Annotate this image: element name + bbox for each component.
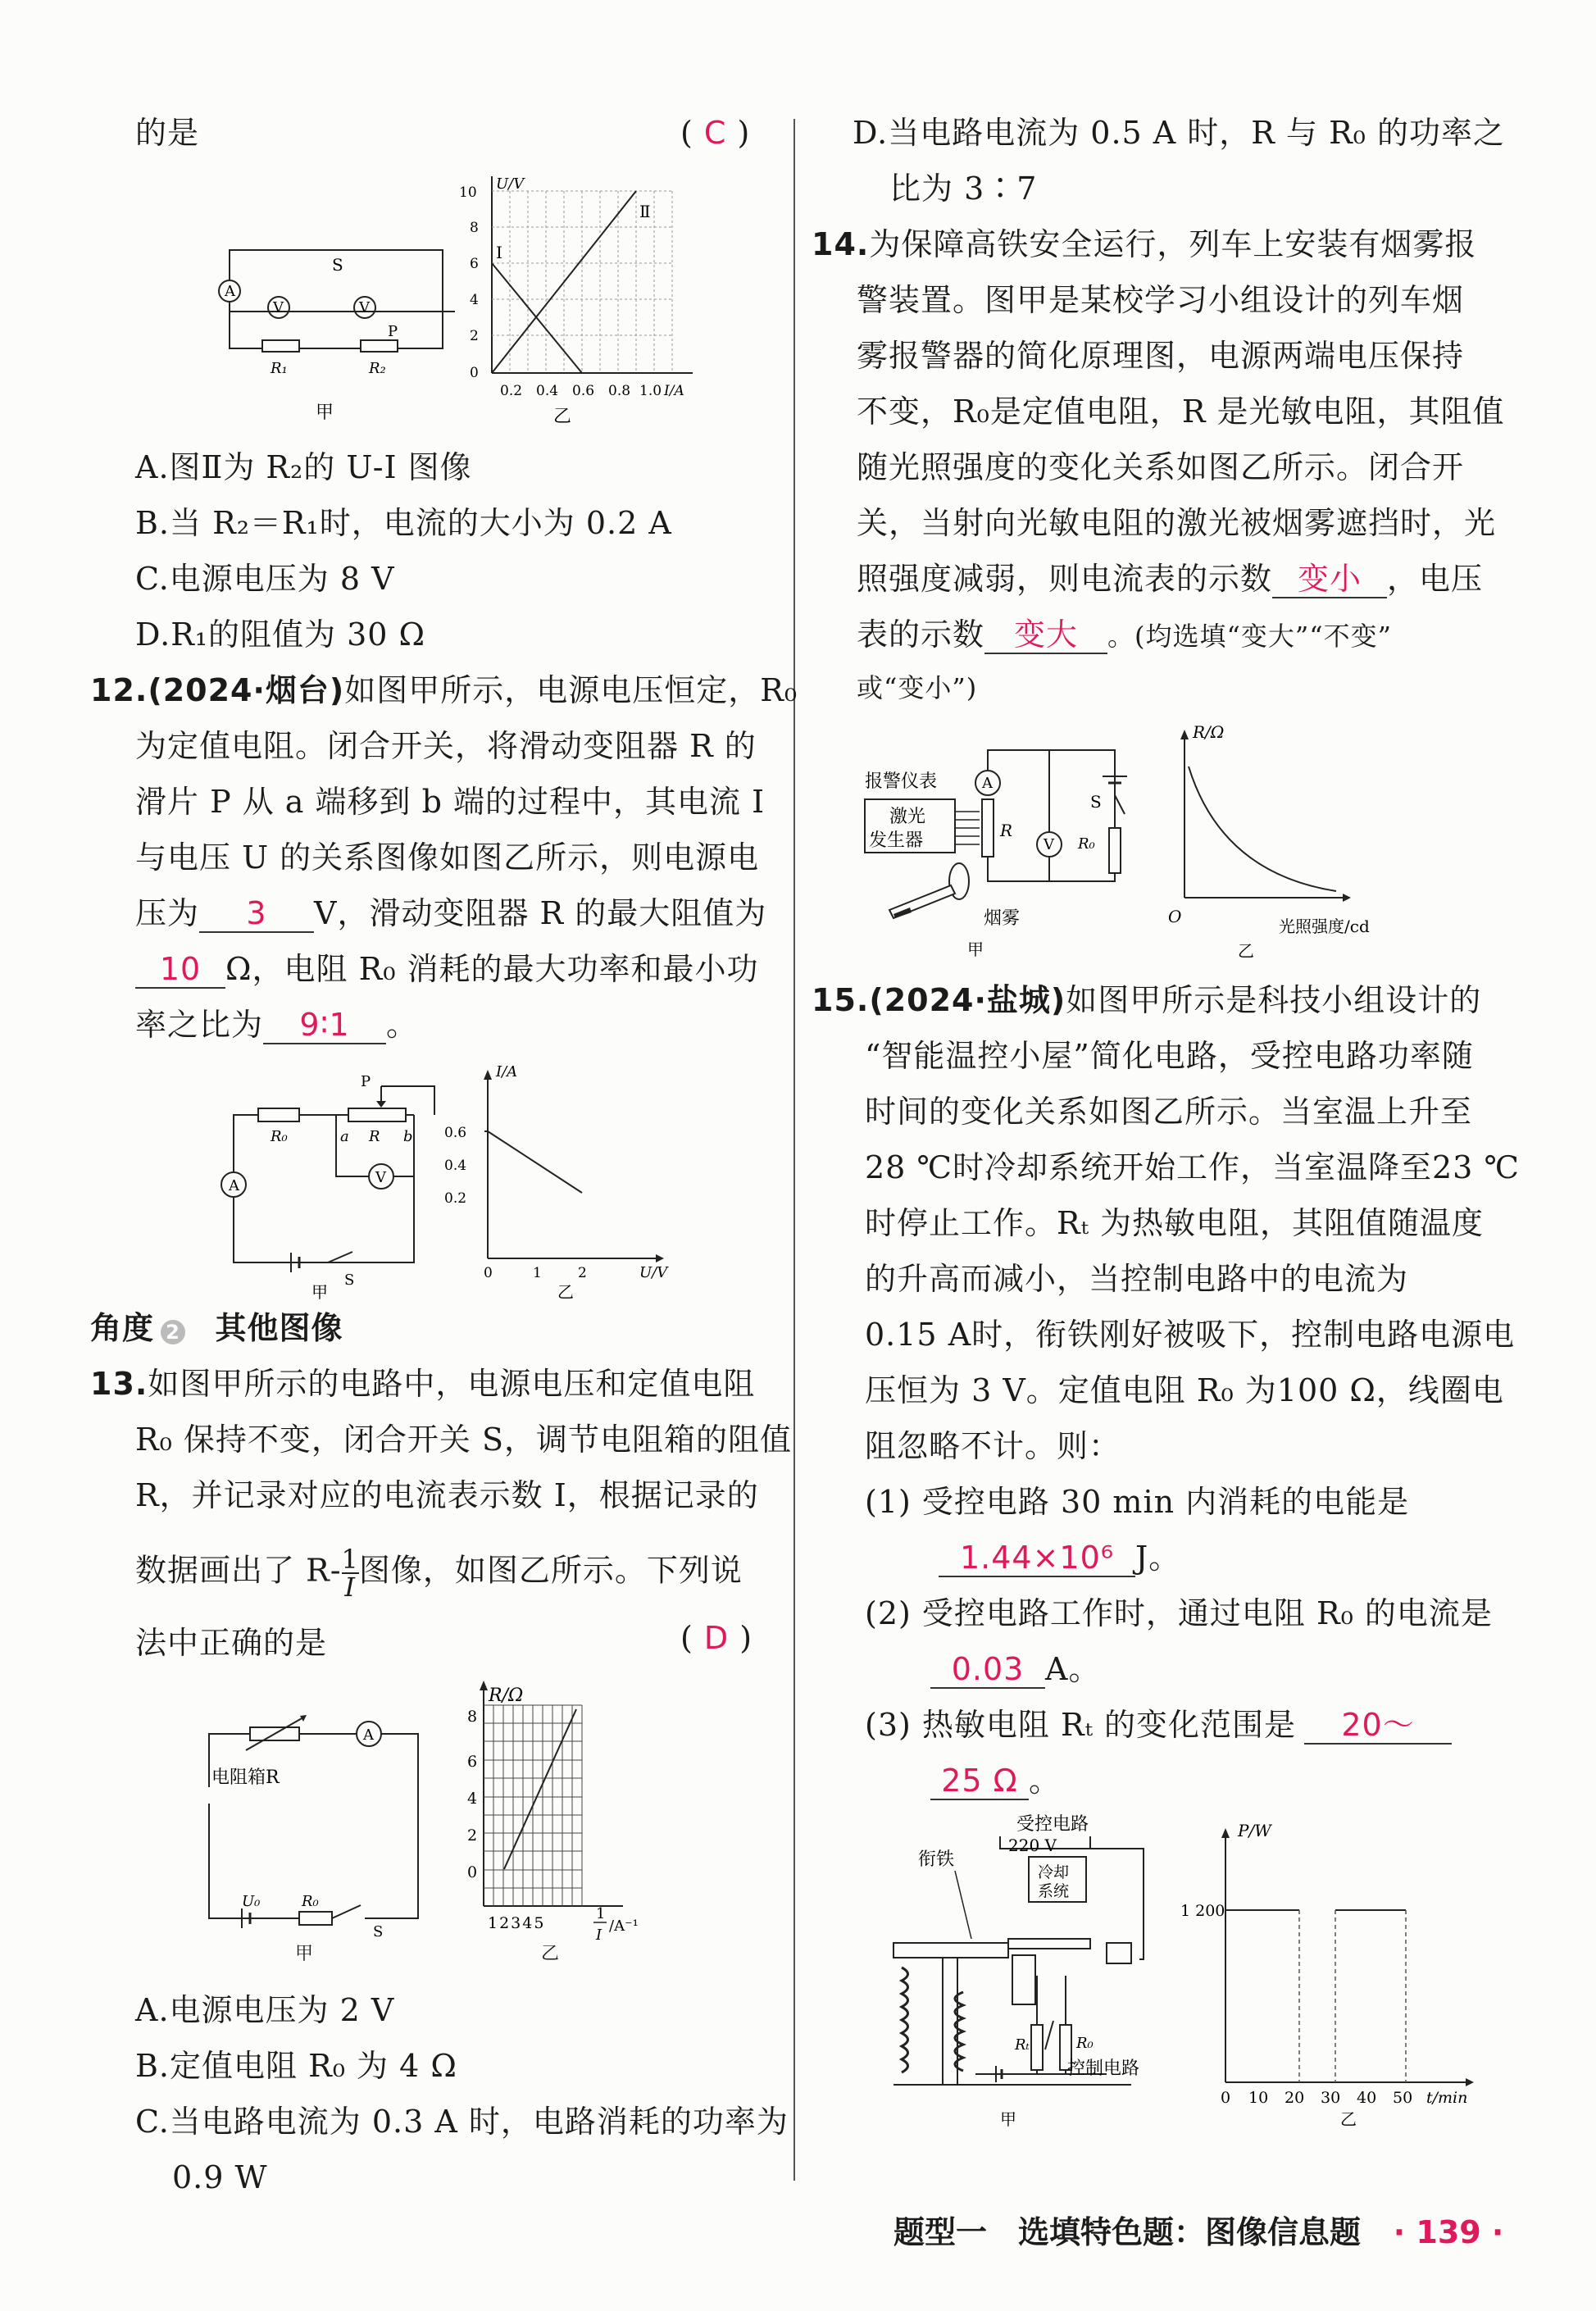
- q13-fig-label-yi: 乙: [541, 1944, 561, 1964]
- svg-text:8: 8: [470, 220, 479, 236]
- svg-text:U/V: U/V: [496, 175, 525, 193]
- q14-line7: 照强度减弱，则电流表的示数 变小 ，电压: [857, 561, 1484, 597]
- svg-text:6: 6: [470, 256, 479, 272]
- svg-text:A: A: [225, 283, 235, 300]
- q12-blank-ratio: 9∶1: [263, 1007, 386, 1044]
- r0-resistor: [258, 1108, 299, 1121]
- svg-text:1: 1: [596, 1905, 606, 1922]
- svg-text:0: 0: [484, 1265, 493, 1281]
- angle-number-badge: 2: [161, 1320, 185, 1344]
- column-divider: [793, 119, 795, 2181]
- q12-blank-resistance: 10: [135, 951, 225, 989]
- svg-text:30: 30: [1321, 2089, 1341, 2107]
- q11-answer: ( C ): [680, 115, 751, 151]
- q15-figure: [877, 1804, 1500, 2131]
- svg-text:控制电路: 控制电路: [1067, 2059, 1140, 2079]
- svg-text:受控电路: 受控电路: [1016, 1814, 1089, 1835]
- svg-text:4: 4: [470, 292, 479, 308]
- q11-graph: [459, 175, 693, 427]
- svg-text:烟雾: 烟雾: [984, 908, 1021, 929]
- svg-text:0.2: 0.2: [500, 383, 523, 399]
- svg-text:20: 20: [1285, 2089, 1305, 2107]
- q14-line9: 或“变小”): [857, 672, 978, 703]
- q15-line3: 时间的变化关系如图乙所示。当室温上升至: [865, 1094, 1473, 1130]
- svg-text:1 200: 1 200: [1180, 1902, 1225, 1920]
- svg-text:V: V: [359, 299, 370, 316]
- r1-resistor: [262, 340, 299, 352]
- q13-option-d-cont: 比为 3∶7: [889, 171, 1038, 207]
- svg-text:0: 0: [1221, 2089, 1231, 2107]
- q15-line2: “智能温控小屋”简化电路，受控电路功率随: [865, 1038, 1474, 1074]
- svg-text:1: 1: [533, 1265, 542, 1281]
- svg-text:/A⁻¹: /A⁻¹: [609, 1917, 639, 1935]
- q14-line8: 表的示数 变大 。(均选填“变大”“不变”: [857, 616, 1392, 653]
- q14-line3: 雾报警器的简化原理图，电源两端电压保持: [857, 338, 1465, 374]
- svg-text:0.8: 0.8: [608, 383, 631, 399]
- q12-line7: 率之比为 9∶1 。: [135, 1007, 419, 1043]
- svg-text:Ⅱ: Ⅱ: [639, 202, 651, 221]
- q11-option-a: A.图Ⅱ为 R₂的 U-I 图像: [135, 449, 472, 485]
- svg-text:乙: 乙: [557, 1282, 574, 1302]
- svg-text:P/W: P/W: [1238, 1821, 1271, 1840]
- q13-line3: R，并记录对应的电流表示数 I，根据记录的: [135, 1477, 759, 1513]
- svg-text:乙: 乙: [1238, 941, 1254, 961]
- r0-resistor: [299, 1912, 332, 1925]
- q15-line7: 0.15 A时，衔铁刚好被吸下，控制电路电源电: [865, 1317, 1516, 1353]
- q13-option-b: B.定值电阻 R₀ 为 4 Ω: [135, 2048, 457, 2084]
- svg-text:乙: 乙: [553, 407, 572, 427]
- svg-text:电阻箱R: 电阻箱R: [211, 1767, 280, 1788]
- svg-text:0.2: 0.2: [444, 1190, 467, 1207]
- svg-text:R₀: R₀: [1076, 2035, 1094, 2052]
- svg-text:2: 2: [470, 328, 479, 344]
- svg-text:S: S: [332, 255, 343, 275]
- svg-text:2: 2: [578, 1265, 587, 1281]
- q12-blank-voltage: 3: [199, 895, 314, 933]
- svg-text:I: I: [596, 1927, 602, 1944]
- q15-part1-answer: 1.44×10⁶ J。: [939, 1540, 1180, 1577]
- svg-text:I/A: I/A: [496, 1063, 518, 1080]
- q12-line6: 10 Ω，电阻 R₀ 消耗的最大功率和最小功: [135, 951, 759, 989]
- q15-line9: 阻忽略不计。则：: [865, 1428, 1121, 1464]
- svg-text:I/A: I/A: [664, 383, 684, 399]
- q15-blank-energy: 1.44×10⁶: [939, 1540, 1135, 1577]
- q15-blank-range-b: 25 Ω: [930, 1763, 1029, 1800]
- q13-option-c: C.当电路电流为 0.3 A 时，电路消耗的功率为: [135, 2104, 789, 2140]
- q15-blank-range-a: 20～: [1304, 1707, 1452, 1745]
- q13-r-line: [504, 1709, 576, 1869]
- svg-text:V: V: [273, 299, 284, 316]
- svg-text:50: 50: [1393, 2089, 1413, 2107]
- svg-text:甲: 甲: [967, 939, 984, 959]
- svg-text:冷却: 冷却: [1038, 1863, 1070, 1881]
- q13-answer: ( D ): [680, 1620, 753, 1656]
- q15-part2: (2) 受控电路工作时，通过电阻 R₀ 的电流是: [865, 1595, 1493, 1631]
- q11-figure: [209, 172, 701, 434]
- svg-text:R/Ω: R/Ω: [489, 1685, 524, 1706]
- svg-text:U/V: U/V: [639, 1264, 668, 1281]
- svg-text:2: 2: [467, 1827, 478, 1845]
- svg-text:12345: 12345: [488, 1914, 546, 1932]
- svg-text:发生器: 发生器: [869, 830, 924, 851]
- q12-line1: 12.(2024·烟台)如图甲所示，电源电压恒定，R₀: [90, 672, 798, 708]
- q14-figure: [861, 717, 1484, 963]
- page-footer: 题型一 选填特色题：图像信息题 · 139 ·: [893, 2214, 1504, 2250]
- section-heading: 角度 2 其他图像: [90, 1310, 343, 1346]
- svg-text:40: 40: [1357, 2089, 1377, 2107]
- q15-line4: 28 ℃时冷却系统开始工作，当室温降至23 ℃: [865, 1149, 1520, 1185]
- fraction: $\frac{1}{I}$: [341, 1544, 359, 1603]
- svg-text:O: O: [1168, 907, 1182, 926]
- svg-text:6: 6: [467, 1753, 478, 1771]
- q14-line6: 关，当射向光敏电阻的激光被烟雾遮挡时，光: [857, 505, 1497, 541]
- q14-blank-ammeter: 变小: [1272, 561, 1387, 598]
- svg-text:Ⅰ: Ⅰ: [496, 243, 502, 262]
- q14-curve: [1189, 767, 1336, 891]
- q13-line1: 13.如图甲所示的电路中，电源电压和定值电阻: [90, 1366, 756, 1402]
- q15-part3: (3) 热敏电阻 Rₜ 的变化范围是 20～: [865, 1707, 1452, 1745]
- svg-text:报警仪表: 报警仪表: [865, 771, 938, 792]
- svg-text:R₀: R₀: [271, 1128, 288, 1145]
- svg-text:甲: 甲: [1000, 2109, 1016, 2129]
- svg-text:220 V: 220 V: [1008, 1836, 1057, 1855]
- svg-text:0.6: 0.6: [444, 1125, 467, 1141]
- q15-blank-current: 0.03: [930, 1651, 1045, 1689]
- q15-part2-answer: 0.03 A。: [930, 1651, 1100, 1689]
- q11-option-b: B.当 R₂＝R₁时，电流的大小为 0.2 A: [135, 505, 672, 541]
- svg-text:A: A: [229, 1177, 239, 1194]
- svg-text:乙: 乙: [1340, 2109, 1357, 2129]
- q14-blank-voltmeter: 变大: [984, 616, 1107, 654]
- svg-text:系统: 系统: [1038, 1882, 1070, 1900]
- svg-text:R/Ω: R/Ω: [1193, 722, 1225, 742]
- svg-text:A: A: [982, 775, 993, 792]
- q12-iu-line: [488, 1131, 582, 1193]
- q14-line1: 14.为保障高铁安全运行，列车上安装有烟雾报: [812, 226, 1477, 262]
- svg-text:甲: 甲: [311, 1282, 328, 1302]
- svg-text:V: V: [375, 1169, 386, 1186]
- rheostat: [348, 1108, 406, 1121]
- q12-figure: [213, 1053, 689, 1302]
- q13-fig-label-jia: 甲: [295, 1944, 315, 1964]
- svg-text:V: V: [1044, 836, 1054, 853]
- svg-text:b: b: [403, 1128, 413, 1145]
- q15-part1: (1) 受控电路 30 min 内消耗的电能是: [865, 1484, 1410, 1520]
- svg-text:10: 10: [1248, 2089, 1269, 2107]
- rt-thermistor: [1031, 2025, 1043, 2070]
- svg-text:R₂: R₂: [369, 360, 386, 377]
- r2-resistor: [361, 340, 398, 352]
- q15-line1: 15.(2024·盐城)如图甲所示是科技小组设计的: [812, 982, 1482, 1018]
- q14-line5: 随光照强度的变化关系如图乙所示。闭合开: [857, 449, 1465, 485]
- q12-line5: 压为 3 V，滑动变阻器 R 的最大阻值为: [135, 895, 767, 931]
- q14-line4: 不变，R₀是定值电阻，R 是光敏电阻，其阻值: [857, 394, 1505, 430]
- svg-text:R₁: R₁: [271, 360, 288, 377]
- r0-resistor: [1109, 828, 1121, 873]
- photoresistor: [982, 799, 994, 857]
- svg-text:P: P: [361, 1073, 371, 1090]
- svg-text:4: 4: [467, 1790, 478, 1808]
- svg-text:A: A: [363, 1726, 374, 1744]
- q13-line5: 法中正确的是: [135, 1625, 328, 1661]
- q13-line2: R₀ 保持不变，闭合开关 S，调节电阻箱的阻值: [135, 1422, 793, 1458]
- svg-text:1.0: 1.0: [639, 383, 662, 399]
- q13-option-a: A.电源电压为 2 V: [135, 1992, 395, 2028]
- svg-text:0: 0: [470, 365, 479, 381]
- q11-option-d: D.R₁的阻值为 30 Ω: [135, 616, 426, 653]
- q12-line3: 滑片 P 从 a 端移到 b 端的过程中，其电流 I: [135, 784, 766, 820]
- svg-text:U₀: U₀: [242, 1893, 261, 1910]
- q15-line8: 压恒为 3 V。定值电阻 R₀ 为100 Ω，线圈电: [865, 1372, 1504, 1408]
- q12-line4: 与电压 U 的关系图像如图乙所示，则电源电: [135, 839, 760, 876]
- q11-tail: 的是: [135, 115, 200, 151]
- q15-line6: 的升高而减小，当控制电路中的电流为: [865, 1261, 1409, 1297]
- svg-text:0.4: 0.4: [536, 383, 559, 399]
- svg-text:S: S: [373, 1923, 384, 1940]
- q14-line2: 警装置。图甲是某校学习小组设计的列车烟: [857, 282, 1465, 318]
- svg-text:R₀: R₀: [1078, 835, 1095, 853]
- svg-text:Rₜ: Rₜ: [1015, 2036, 1030, 2054]
- svg-text:R: R: [1000, 821, 1013, 840]
- svg-text:甲: 甲: [316, 403, 334, 423]
- svg-text:衔铁: 衔铁: [918, 1849, 955, 1870]
- svg-text:光照强度/cd: 光照强度/cd: [1279, 917, 1370, 936]
- svg-text:0: 0: [467, 1863, 478, 1881]
- q11-option-c: C.电源电压为 8 V: [135, 561, 395, 597]
- q12-line2: 为定值电阻。闭合开关，将滑动变阻器 R 的: [135, 728, 757, 764]
- q13-option-c-cont: 0.9 W: [172, 2159, 268, 2195]
- svg-text:0.4: 0.4: [444, 1158, 467, 1174]
- svg-text:S: S: [1090, 792, 1102, 812]
- svg-text:8: 8: [467, 1708, 478, 1726]
- page-number: · 139 ·: [1393, 2214, 1504, 2250]
- q13-option-d: D.当电路电流为 0.5 A 时，R 与 R₀ 的功率之: [853, 115, 1505, 151]
- q13-line4: 数据画出了 R- $\frac{1}{I}$ 图像，如图乙所示。下列说: [135, 1544, 743, 1603]
- svg-text:10: 10: [459, 184, 477, 201]
- q15-line5: 时停止工作。Rₜ 为热敏电阻，其阻值随温度: [865, 1205, 1485, 1241]
- svg-text:R₀: R₀: [302, 1893, 319, 1910]
- svg-text:S: S: [344, 1272, 355, 1289]
- svg-text:激光: 激光: [889, 807, 926, 827]
- svg-text:a: a: [340, 1128, 349, 1145]
- q15-part3-answer: 25 Ω 。: [930, 1763, 1061, 1800]
- svg-text:t/min: t/min: [1426, 2089, 1468, 2107]
- svg-text:P: P: [388, 323, 398, 340]
- svg-text:R: R: [369, 1128, 380, 1145]
- q13-figure: [197, 1672, 705, 1944]
- svg-text:0.6: 0.6: [572, 383, 595, 399]
